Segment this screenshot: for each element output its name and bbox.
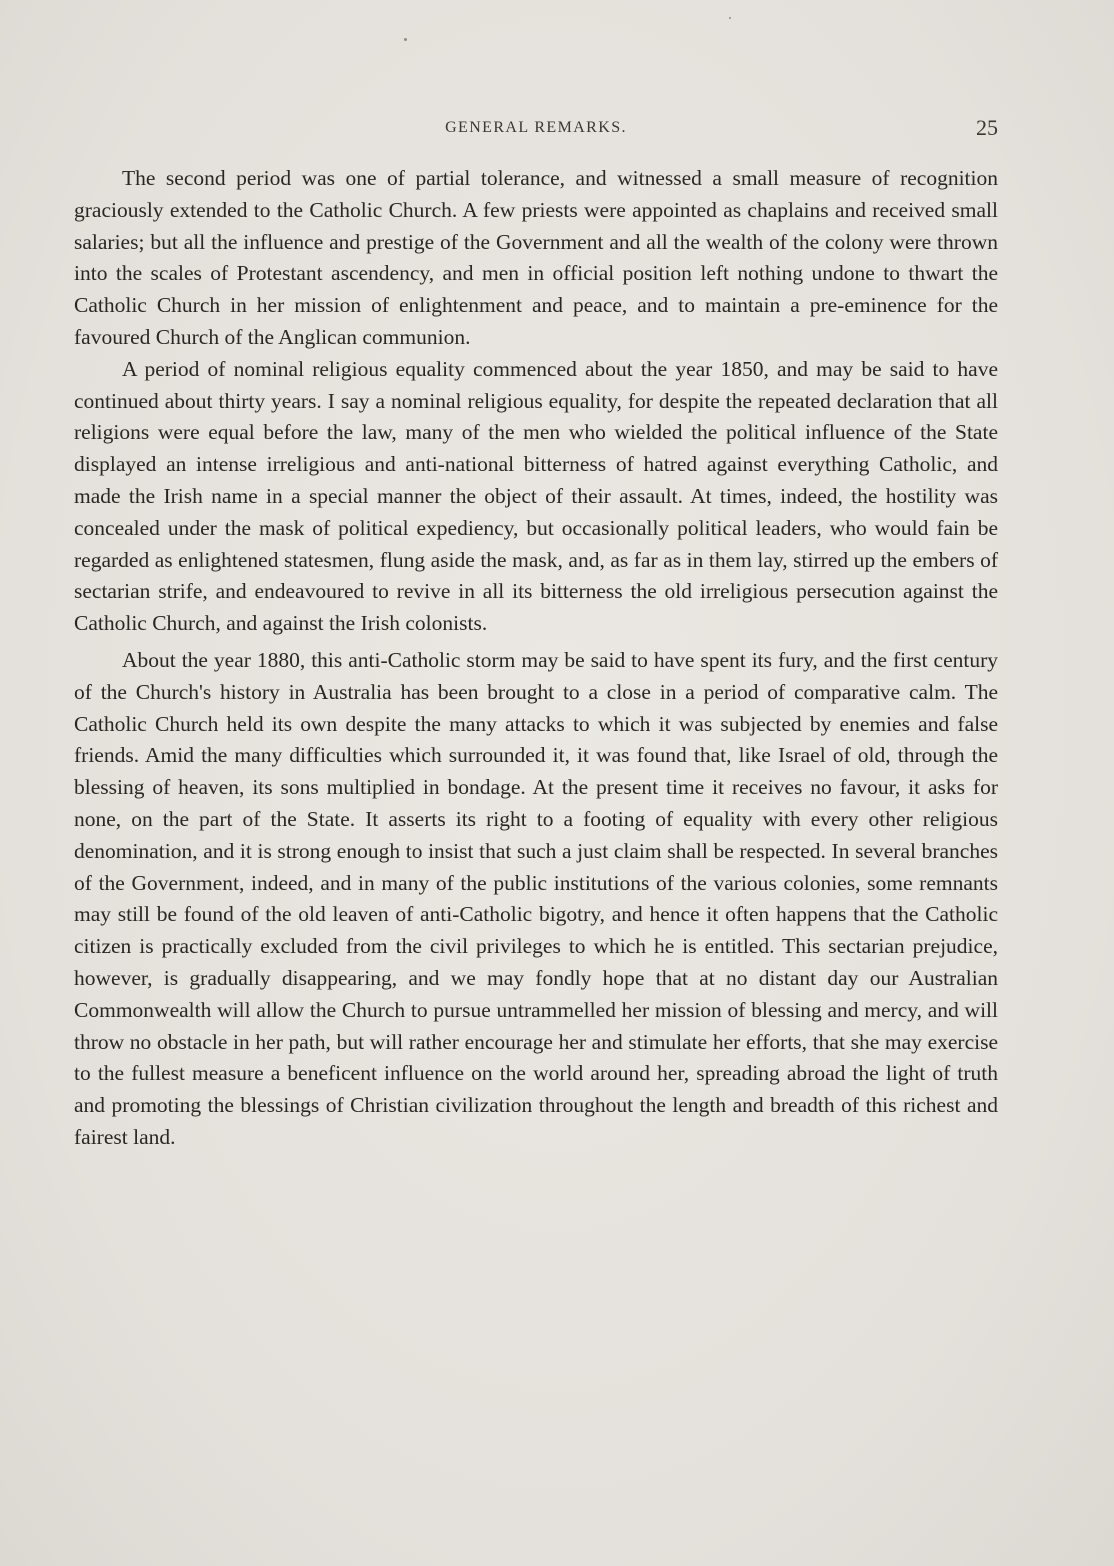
paper-speck — [404, 38, 407, 41]
paragraph-second-period: The second period was one of partial tolerance, and witnessed a small measure of recognition graciously extended to the Catholic Church. A few priests were appointed as chaplains and received small salaries; but all the influence and prestige of the Government and all the wealth of the colony were thrown into the scales of Protestant ascendency, and men in official position left nothing undone to thwart the Catholic Church in her mission of enlightenment and peace, and to maintain a pre-eminence for the favoured Church of the Anglican communion. — [74, 166, 998, 349]
page-number: 25 — [976, 115, 998, 140]
running-head-title: GENERAL REMARKS. — [445, 119, 627, 136]
body-text — [74, 163, 998, 1154]
running-head — [74, 115, 998, 145]
paper-speck — [729, 17, 731, 19]
paragraph-nominal-equality: A period of nominal religious equality commenced about the year 1850, and may be said to have continued about thirty years. I say a nominal religious equality, for despite the repeated declaration that all religions were equal before the law, many of the men who wielded the political influence of the State displayed an intense irreligious and anti-national bitterness of hatred against everything Catholic, and made the Irish name in a special manner the object of their assault. At times, indeed, the hostility was concealed under the mask of political expediency, but occasionally political leaders, who would fain be regarded as enlightened statesmen, flung aside the mask, and, as far as in them lay, stirred up the embers of sectarian strife, and endeavoured to revive in all its bitterness the old irreligious persecution against the Catholic Church, and against the Irish colonists. — [74, 356, 998, 636]
paragraph-comparative-calm: About the year 1880, this anti-Catholic storm may be said to have spent its fury, and the first century of the Church's history in Australia has been brought to a close in a period of comparative calm. The Catholic Church held its own despite the many attacks to which it was subjected by enemies and false friends. Amid the many difficulties which surrounded it, it was found that, like Israel of old, through the blessing of heaven, its sons multiplied in bondage. At the present time it receives no favour, it asks for none, on the part of the State. It asserts its right to a footing of equality with every other religious denomination, and it is strong enough to insist that such a just claim shall be respected. In several branches of the Government, indeed, and in many of the public institutions of the various colonies, some remnants may still be found of the old leaven of anti-Catholic bigotry, and hence it often happens that the Catholic citizen is practically excluded from the civil privileges to which he is entitled. This sectarian prejudice, however, is gradually disappearing, and we may fondly hope that at no distant day our Australian Commonwealth will allow the Church to pursue untrammelled her mission of blessing and mercy, and will throw no obstacle in her path, but will rather encourage her and stimulate her efforts, that she may exercise to the fullest measure a beneficent influence on the world around her, spreading abroad the light of truth and promoting the blessings of Christian civilization throughout the length and breadth of this richest and fairest land. — [74, 647, 998, 1149]
